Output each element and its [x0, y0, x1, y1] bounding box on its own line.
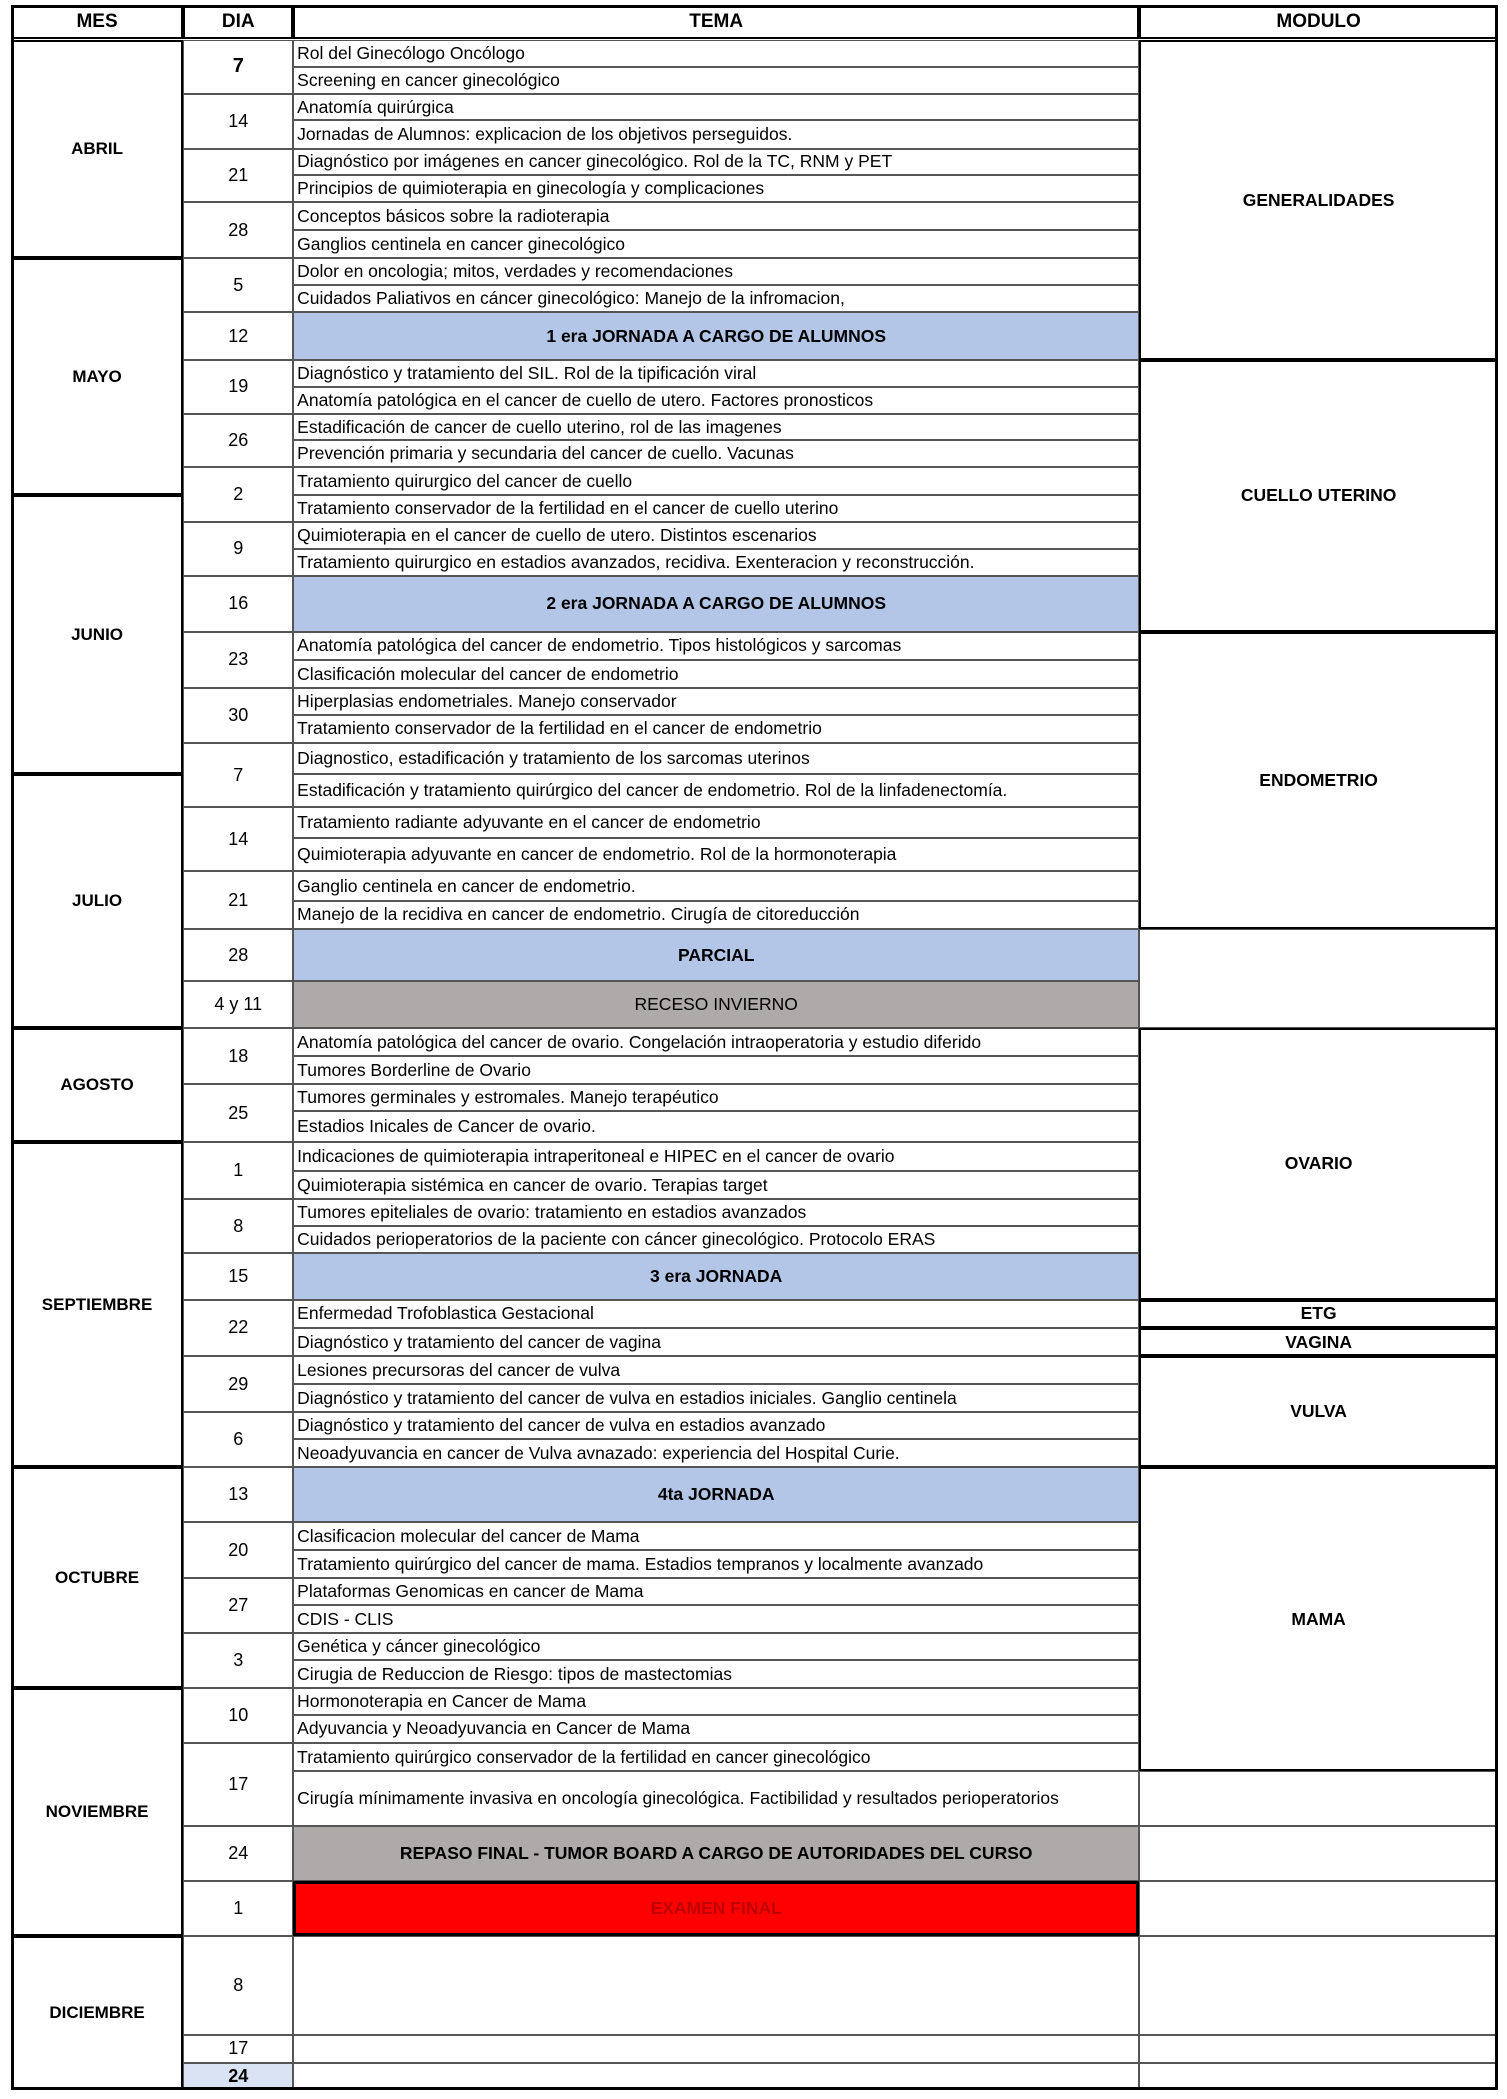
topic-cell: Anatomía patológica en el cancer de cuello de utero. Factores pronosticos [293, 387, 1139, 414]
day-cell: 10 [183, 1688, 293, 1743]
day-cell: 5 [183, 258, 293, 312]
day-cell: 3 [183, 1633, 293, 1688]
topic-cell: Quimioterapia adyuvante en cancer de endometrio. Rol de la hormonoterapia [293, 838, 1139, 871]
topic-cell: Lesiones precursoras del cancer de vulva [293, 1356, 1139, 1384]
topic-cell: Principios de quimioterapia en ginecología y complicaciones [293, 175, 1139, 202]
day-cell: 8 [183, 1199, 293, 1253]
topic-cell: Cuidados Paliativos en cáncer ginecológico: Manejo de la infromacion, [293, 285, 1139, 312]
day-cell: 28 [183, 202, 293, 258]
month-cell: JUNIO [11, 495, 184, 773]
topic-cell: Quimioterapia en el cancer de cuello de utero. Distintos escenarios [293, 522, 1139, 549]
topic-cell: Adyuvancia y Neoadyuvancia en Cancer de Mama [293, 1715, 1139, 1743]
topic-cell: Tratamiento conservador de la fertilidad en el cancer de cuello uterino [293, 495, 1139, 522]
day-cell: 7 [183, 40, 293, 94]
empty-module-cell [1139, 929, 1498, 1028]
topic-cell: Manejo de la recidiva en cancer de endometrio. Cirugía de citoreducción [293, 901, 1139, 929]
topic-cell: Diagnóstico y tratamiento del SIL. Rol de la tipificación viral [293, 360, 1139, 387]
empty-topic-cell [293, 1936, 1139, 2035]
day-cell: 24 [183, 1826, 293, 1881]
month-cell: AGOSTO [11, 1028, 184, 1142]
topic-cell: Jornadas de Alumnos: explicacion de los objetivos perseguidos. [293, 120, 1139, 148]
topic-cell: Tumores germinales y estromales. Manejo terapéutico [293, 1084, 1139, 1111]
module-cell: VAGINA [1139, 1328, 1498, 1356]
empty-module-cell [1139, 1881, 1498, 1936]
topic-cell: Tratamiento radiante adyuvante en el cancer de endometrio [293, 807, 1139, 838]
topic-cell: Diagnóstico y tratamiento del cancer de vagina [293, 1328, 1139, 1356]
module-cell: GENERALIDADES [1139, 40, 1498, 360]
topic-cell: Conceptos básicos sobre la radioterapia [293, 202, 1139, 230]
topic-cell: Estadificación de cancer de cuello uterino, rol de las imagenes [293, 414, 1139, 441]
topic-cell: Cirugía mínimamente invasiva en oncología ginecológica. Factibilidad y resultados perioperatorios [293, 1771, 1139, 1826]
day-cell: 19 [183, 360, 293, 414]
topic-cell: CDIS - CLIS [293, 1605, 1139, 1633]
day-cell: 13 [183, 1467, 293, 1522]
day-cell: 30 [183, 688, 293, 743]
day-cell: 8 [183, 1936, 293, 2035]
day-cell: 24 [183, 2063, 293, 2090]
day-cell: 9 [183, 522, 293, 576]
topic-cell: Clasificación molecular del cancer de endometrio [293, 660, 1139, 688]
special-row: EXAMEN FINAL [293, 1881, 1139, 1936]
month-cell: ABRIL [11, 40, 184, 258]
topic-cell: Neoadyuvancia en cancer de Vulva avnazado: experiencia del Hospital Curie. [293, 1439, 1139, 1467]
module-cell: VULVA [1139, 1356, 1498, 1467]
empty-module-cell [1139, 2063, 1498, 2090]
topic-cell: Diagnóstico y tratamiento del cancer de vulva en estadios avanzado [293, 1412, 1139, 1439]
day-cell: 28 [183, 929, 293, 981]
topic-cell: Dolor en oncologia; mitos, verdades y recomendaciones [293, 258, 1139, 285]
topic-cell: Cuidados perioperatorios de la paciente con cáncer ginecológico. Protocolo ERAS [293, 1226, 1139, 1253]
topic-cell: Tratamiento quirúrgico conservador de la fertilidad en cancer ginecológico [293, 1743, 1139, 1771]
special-row: REPASO FINAL - TUMOR BOARD A CARGO DE AUTORIDADES DEL CURSO [293, 1826, 1139, 1881]
module-cell: OVARIO [1139, 1028, 1498, 1300]
topic-cell: Quimioterapia sistémica en cancer de ovario. Terapias target [293, 1171, 1139, 1199]
day-cell: 1 [183, 1142, 293, 1200]
topic-cell: Diagnóstico por imágenes en cancer ginecológico. Rol de la TC, RNM y PET [293, 149, 1139, 176]
day-cell: 21 [183, 871, 293, 929]
day-cell: 14 [183, 94, 293, 149]
month-cell: JULIO [11, 774, 184, 1028]
topic-cell: Cirugia de Reduccion de Riesgo: tipos de mastectomias [293, 1660, 1139, 1688]
empty-module-cell [1139, 1936, 1498, 2035]
topic-cell: Ganglios centinela en cancer ginecológico [293, 230, 1139, 258]
topic-cell: Clasificacion molecular del cancer de Mama [293, 1522, 1139, 1550]
module-cell: ENDOMETRIO [1139, 632, 1498, 929]
module-cell: MAMA [1139, 1467, 1498, 1771]
empty-module-cell [1139, 2035, 1498, 2063]
empty-module-cell [1139, 1771, 1498, 1826]
special-row: 2 era JORNADA A CARGO DE ALUMNOS [293, 576, 1139, 632]
topic-cell: Hormonoterapia en Cancer de Mama [293, 1688, 1139, 1715]
special-row: 1 era JORNADA A CARGO DE ALUMNOS [293, 312, 1139, 360]
topic-cell: Estadificación y tratamiento quirúrgico del cancer de endometrio. Rol de la linfadenectomía. [293, 774, 1139, 807]
topic-cell: Rol del Ginecólogo Oncólogo [293, 40, 1139, 67]
topic-cell: Anatomía patológica del cancer de ovario. Congelación intraoperatoria y estudio diferido [293, 1028, 1139, 1056]
topic-cell: Indicaciones de quimioterapia intraperitoneal e HIPEC en el cancer de ovario [293, 1142, 1139, 1171]
module-cell: CUELLO UTERINO [1139, 360, 1498, 632]
special-row: 4ta JORNADA [293, 1467, 1139, 1522]
topic-cell: Prevención primaria y secundaria del cancer de cuello. Vacunas [293, 440, 1139, 467]
day-cell: 17 [183, 2035, 293, 2063]
header-modulo: MODULO [1139, 5, 1498, 38]
day-cell: 21 [183, 149, 293, 203]
topic-cell: Hiperplasias endometriales. Manejo conservador [293, 688, 1139, 715]
month-cell: NOVIEMBRE [11, 1688, 184, 1936]
topic-cell: Tratamiento quirurgico en estadios avanzados, recidiva. Exenteracion y reconstrucción. [293, 549, 1139, 576]
topic-cell: Anatomía patológica del cancer de endometrio. Tipos histológicos y sarcomas [293, 632, 1139, 660]
special-row: 3 era JORNADA [293, 1253, 1139, 1300]
topic-cell: Enfermedad Trofoblastica Gestacional [293, 1300, 1139, 1328]
day-cell: 17 [183, 1743, 293, 1826]
day-cell: 6 [183, 1412, 293, 1467]
topic-cell: Tratamiento quirúrgico del cancer de mama. Estadios tempranos y localmente avanzado [293, 1550, 1139, 1578]
header-tema: TEMA [293, 5, 1139, 38]
day-cell: 14 [183, 807, 293, 871]
topic-cell: Estadios Inicales de Cancer de ovario. [293, 1111, 1139, 1142]
topic-cell: Tumores epiteliales de ovario: tratamiento en estadios avanzados [293, 1199, 1139, 1226]
empty-topic-cell [293, 2035, 1139, 2063]
day-cell: 15 [183, 1253, 293, 1300]
empty-topic-cell [293, 2063, 1139, 2090]
topic-cell: Screening en cancer ginecológico [293, 67, 1139, 94]
topic-cell: Ganglio centinela en cancer de endometrio. [293, 871, 1139, 900]
special-row: PARCIAL [293, 929, 1139, 981]
topic-cell: Tratamiento quirurgico del cancer de cuello [293, 467, 1139, 495]
month-cell: OCTUBRE [11, 1467, 184, 1688]
module-cell: ETG [1139, 1300, 1498, 1328]
day-cell: 29 [183, 1356, 293, 1412]
topic-cell: Plataformas Genomicas en cancer de Mama [293, 1578, 1139, 1605]
topic-cell: Tumores Borderline de Ovario [293, 1056, 1139, 1084]
month-cell: DICIEMBRE [11, 1936, 184, 2090]
month-cell: MAYO [11, 258, 184, 495]
day-cell: 22 [183, 1300, 293, 1356]
day-cell: 20 [183, 1522, 293, 1578]
day-cell: 27 [183, 1578, 293, 1633]
topic-cell: Diagnostico, estadificación y tratamiento de los sarcomas uterinos [293, 743, 1139, 774]
header-dia: DIA [183, 5, 293, 38]
topic-cell: Anatomía quirúrgica [293, 94, 1139, 121]
special-row: RECESO INVIERNO [293, 981, 1139, 1028]
day-cell: 18 [183, 1028, 293, 1084]
topic-cell: Tratamiento conservador de la fertilidad en el cancer de endometrio [293, 715, 1139, 743]
day-cell: 2 [183, 467, 293, 522]
day-cell: 26 [183, 414, 293, 468]
day-cell: 23 [183, 632, 293, 688]
topic-cell: Diagnóstico y tratamiento del cancer de vulva en estadios iniciales. Ganglio centinela [293, 1384, 1139, 1412]
header-mes: MES [11, 5, 184, 38]
day-cell: 25 [183, 1084, 293, 1142]
day-cell: 7 [183, 743, 293, 807]
topic-cell: Genética y cáncer ginecológico [293, 1633, 1139, 1660]
empty-module-cell [1139, 1826, 1498, 1881]
month-cell: SEPTIEMBRE [11, 1142, 184, 1467]
day-cell: 16 [183, 576, 293, 632]
day-cell: 1 [183, 1881, 293, 1936]
day-cell: 12 [183, 312, 293, 360]
day-cell: 4 y 11 [183, 981, 293, 1028]
